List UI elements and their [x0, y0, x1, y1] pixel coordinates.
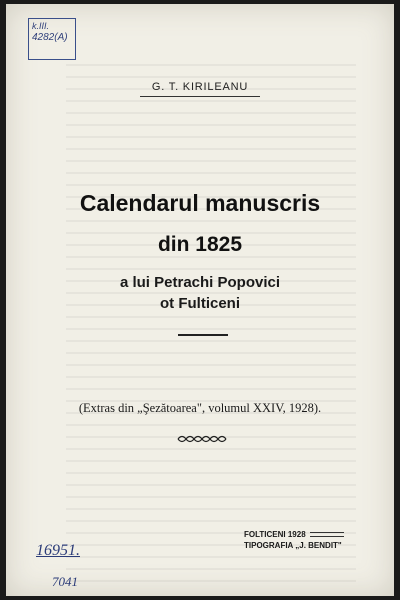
extract-note: (Extras din „Şezătoarea", volumul XXIV, 1928). [78, 401, 322, 415]
author-underline [140, 96, 260, 97]
imprint-line-2: TIPOGRAFIA „J. BENDIT" [244, 541, 342, 550]
document-page [6, 4, 394, 596]
subtitle-line-2: ot Fulticeni [160, 295, 240, 312]
handwritten-number-1: 16951. [36, 542, 80, 559]
author-name: G. T. KIRILEANU [151, 81, 249, 93]
subtitle-line-1: a lui Petrachi Popovici [119, 274, 281, 291]
title-divider [178, 334, 228, 336]
title-line-2: din 1825 [157, 233, 243, 256]
title-line-1: Calendarul manuscris [79, 190, 321, 216]
bleed-through-text [66, 64, 356, 584]
library-stamp [28, 18, 76, 60]
stamp-line-2: 4282(A) [32, 32, 68, 43]
handwritten-number-2: 7041 [52, 574, 78, 589]
imprint-dash [310, 532, 344, 537]
ornament-icon [176, 433, 228, 445]
stamp-line-1: k.III. [32, 21, 50, 31]
imprint-block [244, 529, 344, 551]
imprint-line-1 [244, 529, 344, 540]
imprint-place-year: FOLTICENI 1928 [244, 530, 306, 539]
